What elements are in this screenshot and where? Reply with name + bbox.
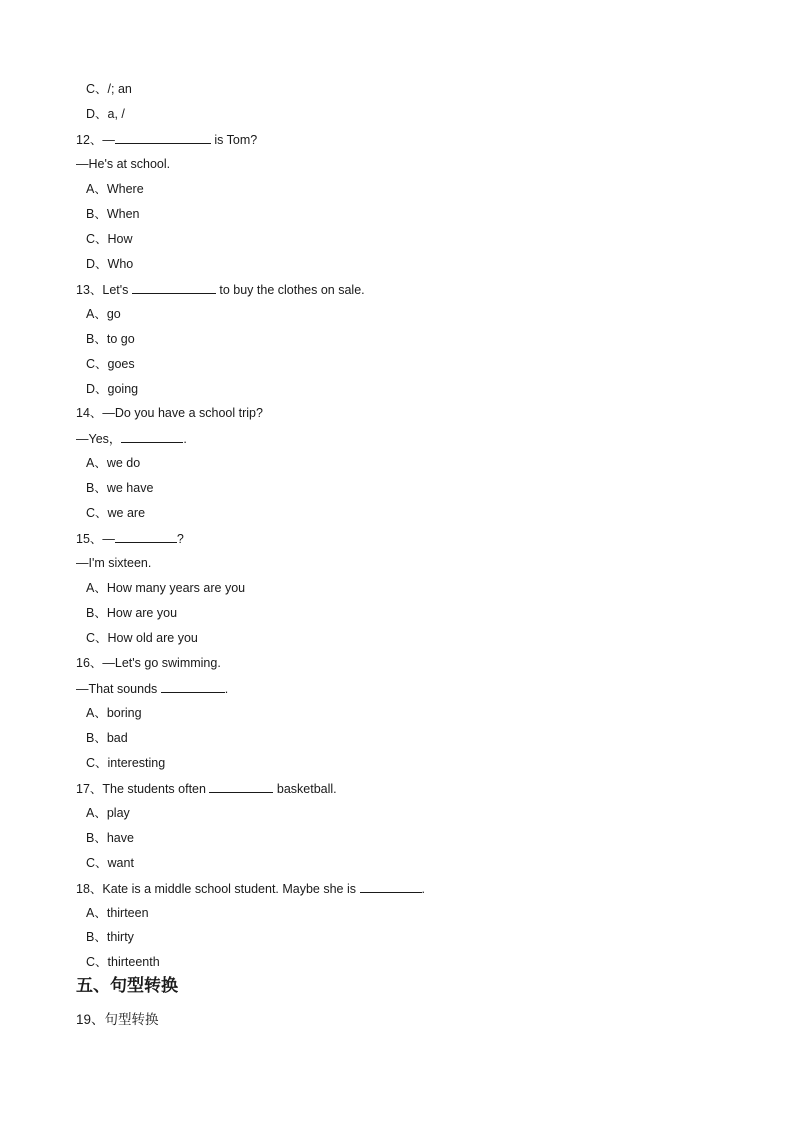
q18-prompt: 18、Kate is a middle school student. Maybe she is . <box>76 882 425 896</box>
q14-reply: —Yes， . <box>76 432 187 446</box>
question-number: 15、 <box>76 532 103 546</box>
q13-option-c: C、goes <box>86 357 135 371</box>
answer-blank <box>121 430 183 443</box>
q17-option-c: C、want <box>86 856 134 870</box>
q12-option-c: C、How <box>86 232 133 246</box>
q18-option-b: B、thirty <box>86 930 134 944</box>
q13-option-d: D、going <box>86 382 139 396</box>
q12-reply: —He's at school. <box>76 157 171 171</box>
q16-prompt: 16、—Let's go swimming. <box>76 656 221 670</box>
q14-prompt: 14、—Do you have a school trip? <box>76 406 263 420</box>
q14-option-c: C、we are <box>86 506 146 520</box>
q17-option-a: A、play <box>86 806 130 820</box>
q17-option-b: B、have <box>86 831 134 845</box>
question-number: 14、 <box>76 406 103 420</box>
question-number: 16、 <box>76 656 103 670</box>
q13-option-b: B、to go <box>86 332 135 346</box>
q15-option-a: A、How many years are you <box>86 581 246 595</box>
q16-option-b: B、bad <box>86 731 128 745</box>
q16-option-a: A、boring <box>86 706 142 720</box>
question-number: 13、 <box>76 283 103 297</box>
q15-option-b: B、How are you <box>86 606 178 620</box>
q12-prompt: 12、— is Tom? <box>76 133 258 147</box>
answer-blank <box>360 880 422 893</box>
answer-blank <box>115 530 177 543</box>
question-number: 12、 <box>76 133 103 147</box>
q13-option-a: A、go <box>86 307 121 321</box>
answer-blank <box>209 780 273 793</box>
question-number: 17、 <box>76 782 103 796</box>
q19-prompt: 19、句型转换 <box>76 1012 159 1027</box>
q14-option-b: B、we have <box>86 481 154 495</box>
answer-blank <box>115 131 211 144</box>
q15-option-c: C、How old are you <box>86 631 198 645</box>
q18-option-a: A、thirteen <box>86 906 149 920</box>
q11-option-c: C、/; an <box>86 82 132 96</box>
q15-reply: —I'm sixteen. <box>76 556 152 570</box>
q12-option-d: D、Who <box>86 257 134 271</box>
q13-prompt: 13、Let's to buy the clothes on sale. <box>76 283 365 297</box>
q17-prompt: 17、The students often basketball. <box>76 782 337 796</box>
q14-option-a: A、we do <box>86 456 141 470</box>
section-heading: 五、句型转换 <box>76 976 178 995</box>
q16-option-c: C、interesting <box>86 756 166 770</box>
q16-reply: —That sounds . <box>76 682 229 696</box>
answer-blank <box>132 281 216 294</box>
q18-option-c: C、thirteenth <box>86 955 160 969</box>
q15-prompt: 15、— ? <box>76 532 184 546</box>
q12-option-b: B、When <box>86 207 140 221</box>
q11-option-d: D、a, / <box>86 107 125 121</box>
q12-option-a: A、Where <box>86 182 144 196</box>
question-number: 19、 <box>76 1012 105 1027</box>
answer-blank <box>161 680 225 693</box>
question-number: 18、 <box>76 882 103 896</box>
